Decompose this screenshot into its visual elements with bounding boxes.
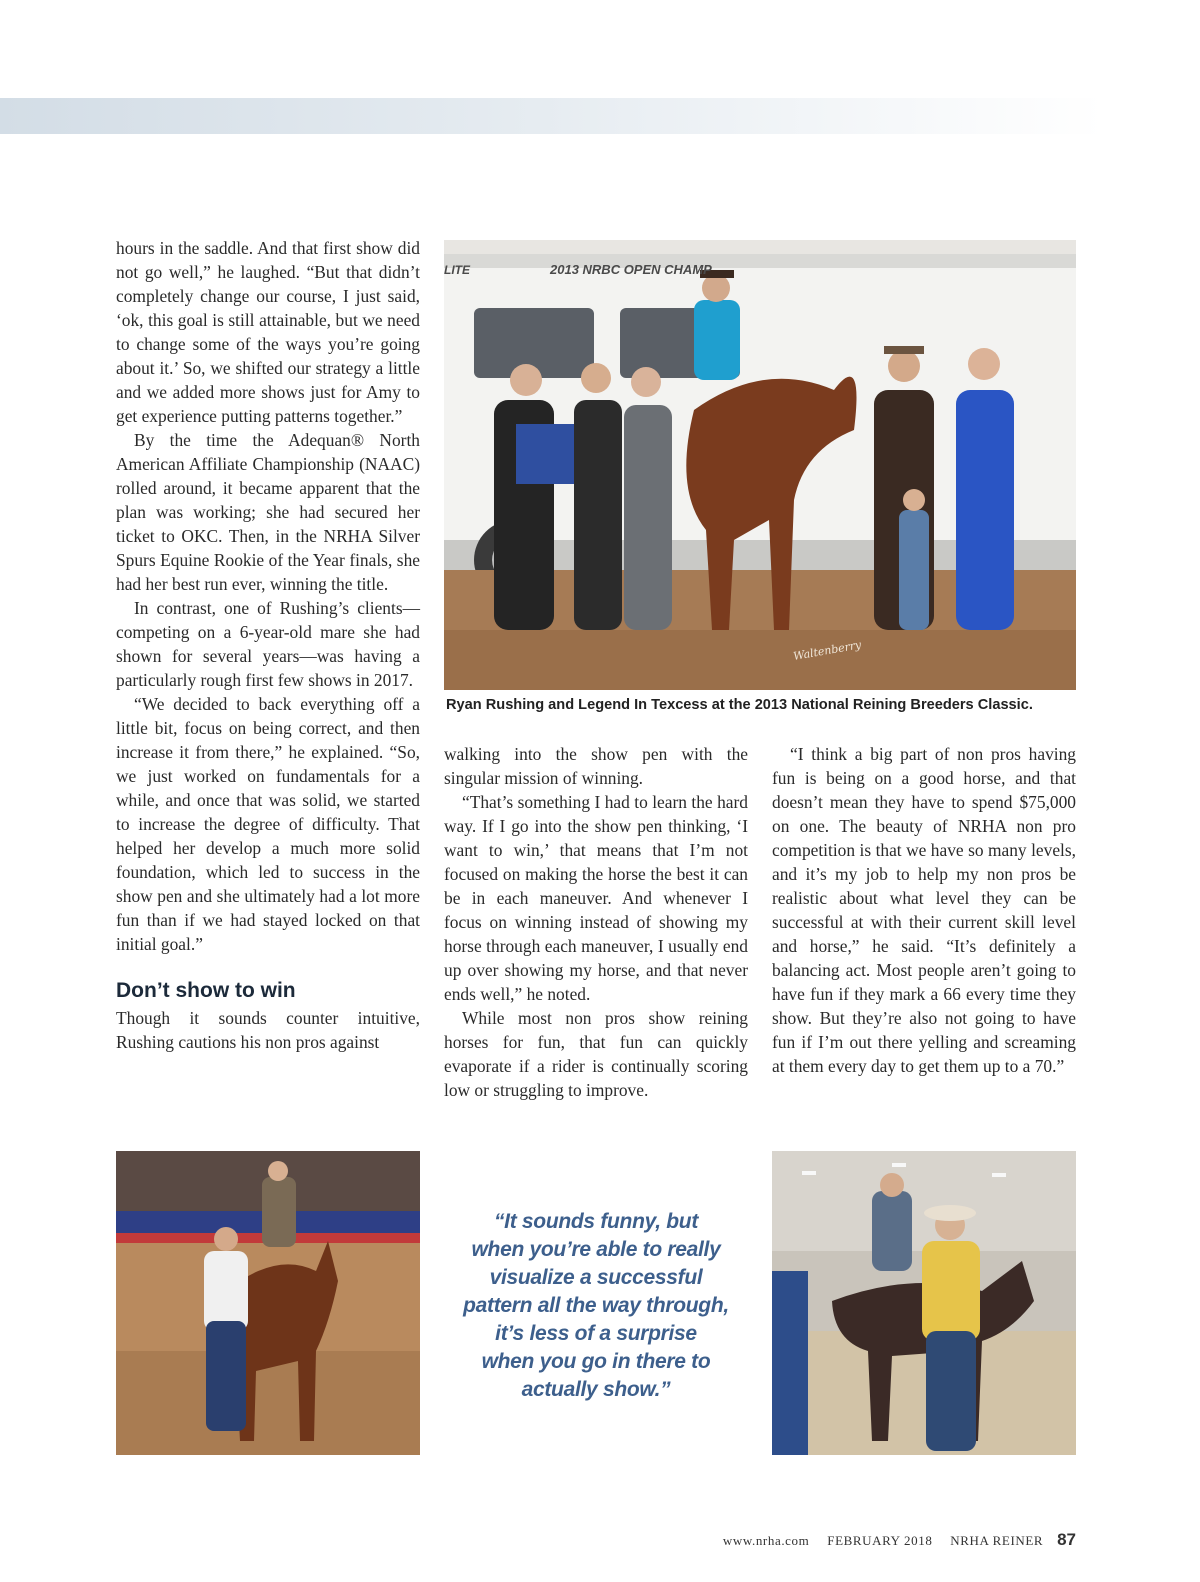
pull-quote-line: when you go in there to xyxy=(481,1350,711,1373)
paragraph: “I think a big part of non pros having fun is being on a good horse, and that doesn’t mean they have to spend $75,000 on one. The beauty of NRHA non pro competition is that we have so many levels, and it’s my job to help my non pros be realistic about what level they can be successful at with their current skill level and horse,” he said. “It’s definitely a balancing act. Most people aren’t going to have fun if they mark a 66 every time they show. But they’re also not going to have fun if I’m out there yelling and screaming at them every day to get them up to a 70.” xyxy=(772,744,1076,1076)
pull-quote-line: when you’re able to really xyxy=(471,1238,721,1261)
pull-quote-line: pattern all the way through, xyxy=(463,1294,729,1317)
paragraph: While most non pros show reining horses for fun, that fun can quickly evaporate if a rider is continually scoring low or struggling to improve. xyxy=(444,1008,748,1100)
pull-quote-line: it’s less of a surprise xyxy=(495,1322,697,1345)
paragraph: “That’s something I had to learn the hard way. If I go into the show pen thinking, ‘I want to win,’ that means that I’m not focused on making the horse the best it can be in each maneuver. And whenever I focus on winning instead of showing my horse through each maneuver, I usually end up over showing my horse, and that never ends well,” he noted. xyxy=(444,792,748,1004)
article-column-2 xyxy=(444,742,748,1102)
paragraph: walking into the show pen with the singular mission of winning. xyxy=(444,744,748,788)
footer-website: www.nrha.com xyxy=(722,1533,810,1548)
header-band xyxy=(0,98,1200,134)
main-photo xyxy=(444,240,1076,690)
paragraph: In contrast, one of Rushing’s clients—competing on a 6-year-old mare she had shown for several years—was having a particularly rough first few shows in 2017. xyxy=(116,598,420,690)
arena-photo-left xyxy=(116,1151,420,1455)
photographer-signature: Waltenberry xyxy=(792,638,863,663)
paragraph: Though it sounds counter intuitive, Rushing cautions his non pros against xyxy=(116,1008,420,1052)
pull-quote-line: visualize a successful xyxy=(489,1266,703,1289)
photo-caption: Ryan Rushing and Legend In Texcess at the 2013 National Reining Breeders Classic. xyxy=(446,697,1033,713)
arena-photo-right xyxy=(772,1151,1076,1455)
paragraph: By the time the Adequan® North American Affiliate Championship (NAAC) rolled around, it became apparent that the plan was working; she had secured her ticket to OKC. Then, in the NRHA Silver Spurs Equine Rookie of the Year finals, she had her best run ever, winning the title. xyxy=(116,430,420,594)
page-footer xyxy=(709,1530,1076,1550)
paragraph: “We decided to back everything off a little bit, focus on being correct, and then increase it from there,” he explained. “So, we just worked on fundamentals for a while, and once that was solid, we started to increase the degree of difficulty. That helped her develop a much more solid foundation, which led to success in the show pen and she ultimately had a lot more fun than if we had stayed locked on that initial goal.” xyxy=(116,694,420,954)
article-column-3 xyxy=(772,742,1076,1078)
paragraph: hours in the saddle. And that first show did not go well,” he laughed. “But that didn’t completely change our course, I just said, ‘ok, this goal is still attainable, but we need to change some of the ways you’re going about it.’ So, we shifted our strategy a little and we added more shows just for Amy to get experience putting patterns together.” xyxy=(116,238,420,426)
pull-quote-line: “It sounds funny, but xyxy=(493,1210,699,1233)
footer-magazine: NRHA REINER xyxy=(950,1533,1044,1548)
pull-quote xyxy=(462,1208,730,1404)
trailer-text: 2013 NRBC OPEN CHAMP xyxy=(550,262,712,277)
trailer-brand: LITE xyxy=(444,263,470,277)
page-number: 87 xyxy=(1057,1530,1076,1549)
article-column-1 xyxy=(116,236,420,1054)
pull-quote-line: actually show.” xyxy=(521,1378,671,1401)
footer-issue: FEBRUARY 2018 xyxy=(827,1533,933,1548)
section-subhead: Don’t show to win xyxy=(116,979,296,1002)
